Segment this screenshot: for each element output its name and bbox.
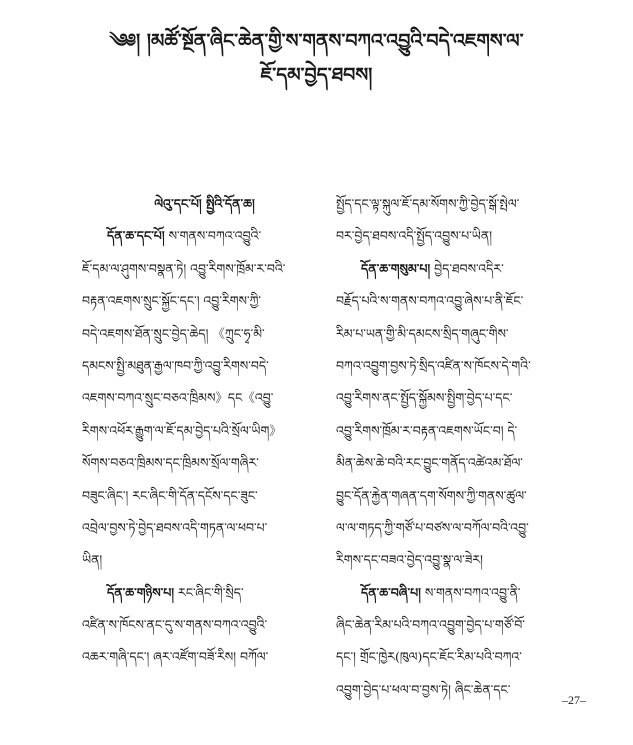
article-1-line-1-text: ས་གནས་བཀའ་འབྱུའི་ — [164, 228, 262, 244]
right-column — [336, 188, 581, 706]
paragraph-line: རིགས་དང་བཟའ་བྱེད་འབྱུ་སྣ་ལ་ཟེར། — [336, 552, 483, 568]
paragraph-line: འབྲེལ་བྱས་ཏེ་བྱེད་ཐབས་འདི་གཏན་ལ་ཕབ་པ་ — [82, 519, 268, 535]
paragraph-line: འཆར་གཞི་དང་། ཞར་འཛོག་བཟོ་རིས། བཀོལ་ — [82, 649, 269, 665]
article-1-lead: དོན་ཆ་དང་པོ། — [107, 228, 165, 244]
paragraph-line: རིམ་པ་ཡན་གྱི་མི་དམངས་སྲིད་གཞུང་གིས་ — [336, 325, 509, 341]
paragraph-line: རིགས་འཕོར་རྒྱུག་ལ་ཇོ་དམ་བྱེད་པའི་སྲོལ་ཡིག》 — [82, 422, 282, 438]
article-2-line-1-text: རང་ཞིང་གི་སྲིད་ — [174, 584, 244, 600]
paragraph-line: འཇགས་བཀའ་སྲུང་བཅའ་ཁྲིམས》དང《འབྱུ་ — [82, 390, 274, 406]
article-4-line-1-text: ས་གནས་བཀའ་འབྱུ་ནི་ — [420, 584, 521, 600]
paragraph-line: ལ་ལ་གཏད་ཀྱི་གཙོ་པ་བཙས་ལ་བཀོལ་བའི་འབྱུ་ — [336, 519, 529, 535]
paragraph-line: བཀའ་འབྱུག་བྱས་ཏེ་སྲིད་འཛིན་ས་ཁོངས་དེ་གའི་ — [336, 357, 531, 373]
paragraph-line: སོགས་བཅའ་ཁྲིམས་དང་ཁྲིམས་སྲོལ་གཞིར་ — [82, 455, 259, 471]
chapter-heading: ལེའུ་དང་པོ། སྤྱིའི་དོན་ཆ། — [154, 196, 255, 211]
left-column — [82, 188, 327, 674]
paragraph-line: བཟུང་ཞིང་། རང་ཞིང་གི་དོན་དངོས་དང་ཟུང་ — [82, 487, 258, 503]
article-2-lead: དོན་ཆ་གཉིས་པ། — [107, 584, 175, 600]
article-3-line-1-text: བྱེད་ཐབས་འདིར་ — [430, 260, 504, 276]
paragraph-line — [82, 220, 327, 252]
paragraph-line — [336, 577, 581, 609]
paragraph-line: མིན་ཆེས་ཆེ་བའི་རང་བྱུང་གནོད་འཚེའམ་ཐོལ་ — [336, 455, 523, 471]
paragraph-line: བརྟན་འཇགས་སྲུང་སྐྱོང་དང་། འབྱུ་རིགས་ཀྱི་ — [82, 293, 262, 309]
document-title-line-1: ༄༅། །མཚོ་སྔོན་ཞིང་ཆེན་གྱི་ས་གནས་བཀའ་འབྱུའི་བདེ་འཇགས་ལ་ — [109, 30, 524, 52]
paragraph-line: བརྗོད་པའི་ས་གནས་བཀའ་འབྱུ་ཞེས་པ་ནི་ཇོང་ — [336, 293, 524, 309]
article-3-lead: དོན་ཆ་གསུམ་པ། — [361, 260, 431, 276]
paragraph-line — [336, 253, 581, 285]
paragraph-line: འབྱུ་རིགས་ཁྲོམ་ར་བརྟན་འཇགས་ཡོང་བ། དེ་ — [336, 422, 518, 438]
paragraph-line: འབྱུག་བྱེད་པ་ཕལ་བ་བྱས་ཏེ། ཞིང་ཆེན་དང་ — [336, 681, 511, 697]
paragraph-line: ཡིན། — [82, 552, 103, 568]
paragraph-line — [82, 577, 327, 609]
paragraph-line: འཛིན་ས་ཁོངས་ནང་དུ་ས་གནས་བཀའ་འབྱུའི་ — [82, 617, 268, 633]
paragraph-line: དམངས་སྤྱི་མཐུན་རྒྱལ་ཁབ་ཀྱི་འབྱུ་རིགས་བདེ་ — [82, 357, 269, 373]
paragraph-line: ཞིང་ཆེན་རིམ་པའི་བཀའ་འབྱུག་བྱེད་པ་གཙོ་བོ་ — [336, 617, 525, 633]
article-4-lead: དོན་ཆ་བཞི་པ། — [361, 584, 421, 600]
document-title-line-2: ཇོ་དམ་བྱེད་ཐབས། — [260, 64, 373, 86]
page-number: –27– — [562, 693, 586, 707]
paragraph-line: སྤྱོད་དང་ལྟ་སྐུལ་ཇོ་དམ་སོགས་ཀྱི་བྱེད་སྒོ་སྤེལ་ — [336, 196, 520, 211]
paragraph-line: བྱུང་དོན་རྐྱེན་གཞན་དག་སོགས་ཀྱི་གནས་ཚུལ་ — [336, 487, 527, 503]
paragraph-line: ཇོ་དམ་ལ་ཤུགས་བསྣན་ཏེ། འབྱུ་རིགས་ཁྲོམ་ར་བའི་ — [82, 260, 286, 276]
paragraph-line: བར་བྱེད་ཐབས་འདི་སྤྱོད་འབྱུས་པ་ཡིན། — [336, 228, 492, 244]
paragraph-line: དང་། གྲོང་ཁྱེར(ཁུལ)དང་ཇོང་རིམ་པའི་བཀའ་ — [336, 649, 522, 665]
paragraph-line: འབྱུ་རིགས་ནང་སྤྱོད་སྐྱོམས་སྤྱིག་བྱེད་པ་དང་ — [336, 390, 513, 406]
paragraph-line: བདེ་འཇགས་ཐོན་སྲུང་བྱེད་ཆེད། 《ཀྲུང་ཧྭ་མི་ — [82, 325, 265, 341]
